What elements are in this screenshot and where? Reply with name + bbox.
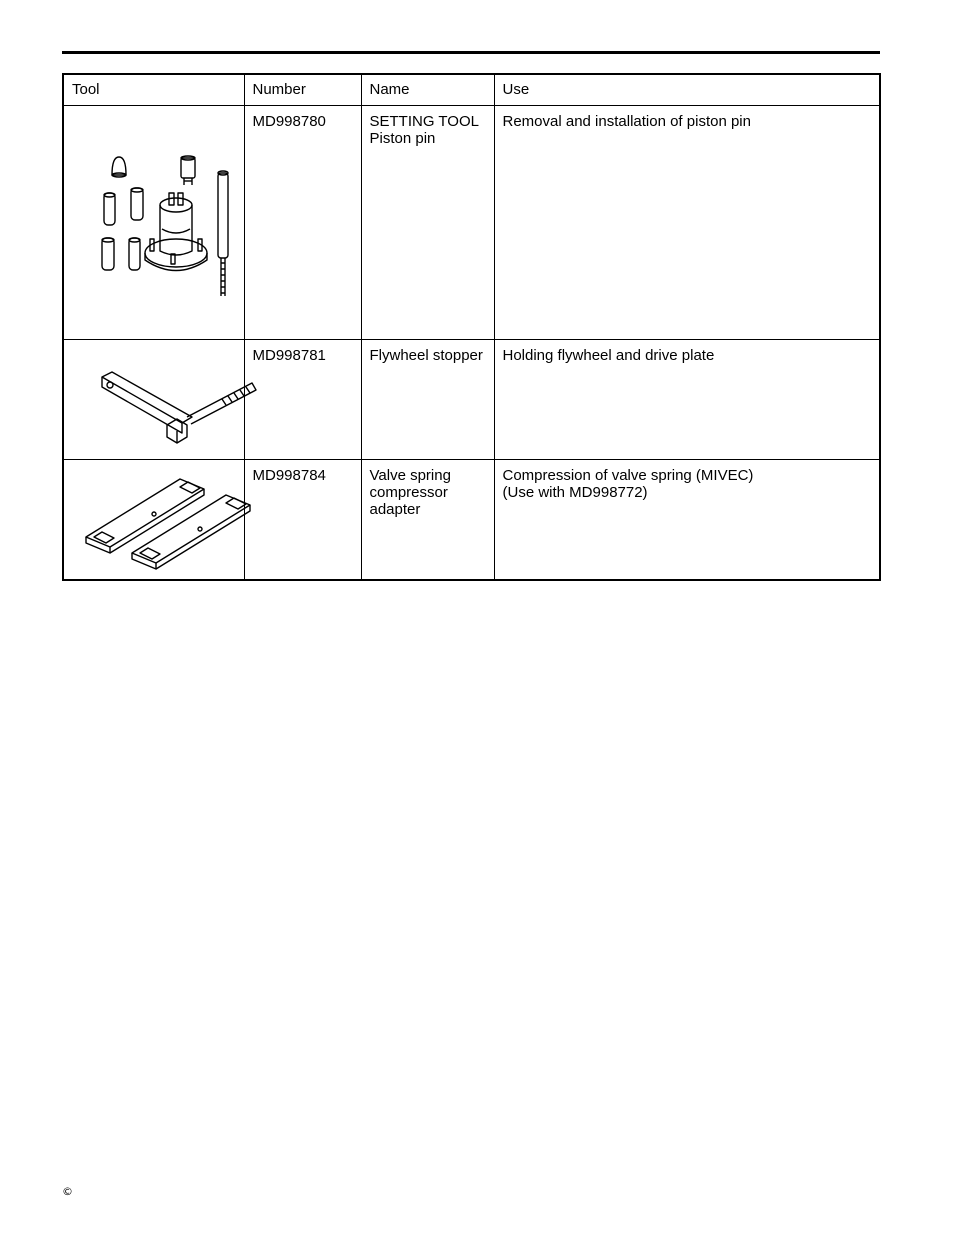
tool-illustration-cell [63,106,244,340]
table-row [63,340,880,460]
flywheel-stopper-icon [72,347,269,459]
tool-number: MD998781 [244,340,361,460]
tool-use: Holding flywheel and drive plate [494,340,880,460]
tool-name: Flywheel stopper [361,340,494,460]
tool-use: Removal and installation of piston pin [494,106,880,340]
header-number: Number [244,74,361,106]
table-row [63,106,880,340]
header-rule [62,51,880,54]
valve-spring-compressor-adapter-icon [72,467,269,579]
tool-number: MD998784 [244,460,361,581]
copyright-symbol: © [62,1185,73,1198]
piston-pin-setting-tool-icon [72,113,269,339]
tool-number: MD998780 [244,106,361,340]
header-use: Use [494,74,880,106]
header-tool: Tool [63,74,244,106]
table-row [63,460,880,581]
tool-name: Valve spring compressor adapter [361,460,494,581]
tool-use: Compression of valve spring (MIVEC) (Use with MD998772) [494,460,880,581]
tool-illustration-cell [63,340,244,460]
special-tools-table [62,73,881,581]
header-name: Name [361,74,494,106]
tool-illustration-cell [63,460,244,581]
tool-name: SETTING TOOL Piston pin [361,106,494,340]
table-header-row [63,74,880,106]
